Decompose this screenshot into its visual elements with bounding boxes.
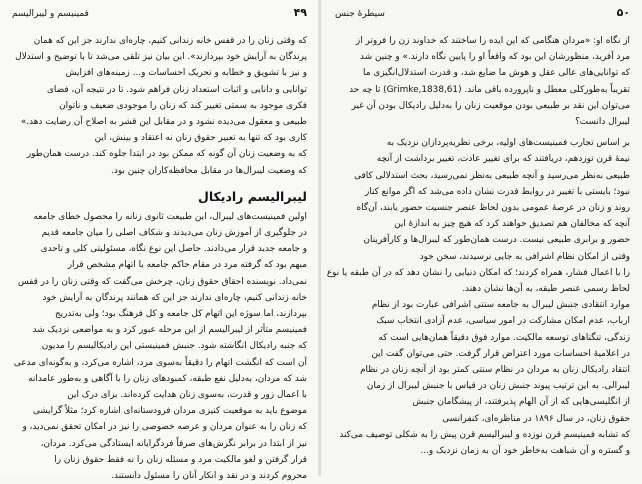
text-line: بر اساس تجارب فمینیست‌های اولیه، برخی نظریه‌پردازان نزدیک به bbox=[386, 138, 630, 149]
text-line: و جامعه جدید قرار می‌دادند. حاصل این نوع نگاه، مسئولیتی کلی و تاحدی bbox=[40, 244, 307, 255]
text-line: آن است که انگشت اتهام را دقیقاً به‌سوی مرد، اشاره می‌کرد، و به‌گونه‌ای مدعی bbox=[13, 357, 307, 368]
text-line: نبود؛ بایستی با تغییر در روابط قدرت نشان داده می‌شد که اگر موانع کنار bbox=[364, 186, 630, 197]
text-line: را با اعمال فشار، همراه کردند؛ که امکان دنیایی را نشان دهد که در آن طبقه یا نوع bbox=[326, 267, 630, 278]
running-title: سیطرهٔ جنس bbox=[335, 9, 385, 19]
text-line: طبیعی به‌نظر می‌رسید و آنچه طبیعی به‌نظر نمی‌رسید، بحث استدلالی کافی bbox=[354, 170, 630, 181]
text-line: لحاظ رسمی عنصر طبقه، به آن‌ها نشان دهند. bbox=[462, 284, 630, 295]
left-page-header bbox=[12, 6, 307, 21]
right-page-header bbox=[335, 6, 630, 21]
text-line: موارد انتقادی جنبش لیبرال به جامعه سنتی اشرافی عبارت بود از نظام bbox=[371, 300, 630, 311]
text-line: انتقاد رادیکال زنان به مردان در نظام سنتی کمتر بود از آنچه زنان در نظام bbox=[360, 365, 630, 376]
text-line: قرار گرفتن و لغو مالکیت مرد و مسئله زنان را نه فقط حقوق زنان را bbox=[54, 454, 307, 465]
text-line: خانه زندانی کنیم، چاره‌ای ندارند جز این که همانند پرندگان به آرایش خود bbox=[42, 292, 307, 303]
text-line: نیمهٔ قرن نوزدهم، دریافتند که برای تغییر عادت، تغییر برداشت از آنچه bbox=[376, 154, 630, 165]
text-line: که جنبه رادیکال انگاشته شود. جنبش فمینیستی این رادیکالیسم را مدیون bbox=[41, 341, 307, 352]
section-heading: لیبرالیسم رادیکال bbox=[197, 188, 307, 204]
text-line: نمی‌داد. نویسنده احقاق حقوق زنان، چرخش می‌گفت که وقتی زنان را در قفس bbox=[17, 276, 307, 287]
text-line: بپردازند، اما سوژه این اتهام کل جامعه و کل فرهنگ بود؛ ولی به‌تدریج bbox=[54, 309, 307, 320]
text-line: در اعلامیهٔ احساسات مورد اعتراض قرار گرفت. حتی می‌توان گفت این bbox=[371, 348, 630, 359]
text-line: وقتی از امکان نظام اشرافی به جایی نرسیدند، سخن خود bbox=[419, 251, 630, 262]
text-line: نیز از ابتدا در برابر نگرش‌های صرفاً فردگرایانه ایستادگی می‌کرد. مردان، bbox=[40, 438, 307, 449]
text-line: لیبرال دانست؟ bbox=[575, 117, 630, 128]
text-line: اولین فمینیست‌های لیبرال، این طبیعت ثانوی زنانه را محصول خطای جامعه bbox=[33, 211, 307, 222]
text-line: از نگاه او: «مردان هنگامی که این ایده را ساختند که خداوند زن را فروتر از bbox=[355, 36, 630, 46]
text-line: که به وضعیت زنان آن گونه که ممکن بود در ابتدا جلوه کند. درست همان‌طور bbox=[26, 149, 307, 160]
text-line: آنچه که مخالفان هم تصدیق خواهند کرد که هیچ چیز به اندازهٔ این bbox=[394, 219, 630, 230]
text-line: مبهم بود که گرفته مرد در مقام حاکم جامعه با اتهام مشخص قرار bbox=[67, 260, 307, 271]
text-line: زندگی، تنگناهای توسعه مالکیت. موارد فوق دقیقاً همان‌هایی است که bbox=[378, 332, 630, 343]
text-line: محروم کردند و در نقد و انکار آنان را مسئول دانستند. bbox=[111, 471, 307, 482]
text-line: طبیعی و معقول می‌دیده نشود و در مقابل این قشر به اصلاح آن رضایت دهد.» bbox=[20, 117, 307, 128]
text-line: حقوق زنان، در سال ۱۸۹۶ در مناظره‌ای، کنفرانسی bbox=[442, 413, 630, 424]
page-number: ۴۹ bbox=[293, 6, 307, 19]
left-page-body bbox=[12, 33, 307, 484]
text-line: که وقتی زنان را در قفس خانه زندانی کنیم، چاره‌ای ندارند جز این که همان bbox=[33, 36, 307, 46]
text-line: مرد آفرید، منظورشان این بود که واقعاً او را پایین نگاه دارند.» و چنین شد bbox=[360, 52, 630, 63]
left-page bbox=[0, 0, 321, 482]
text-line: کاری بود که تنها به تعبیر حقوق زنان نه اعتقاد و بینش، این bbox=[94, 133, 307, 144]
text-line: فمینیسم متأثر از لیبرالیسم از این مرحله عبور کرد و به مواضعی نزدیک شد bbox=[32, 325, 307, 336]
text-line: شد که مردان، به‌دلیل نفع طبقه، کمبودهای زنان را با آگاهی و به‌طور عامدانه bbox=[28, 373, 307, 384]
text-line: که توانایی‌های عالی عقل و هوش ما ضایع شد، و قدرت استدلال‌انگیزی ما bbox=[363, 68, 630, 79]
text-line: لیبرالی. به این ترتیب پیوند جنبش زنان در قیاس با جنبش لیبرال از زمان bbox=[366, 381, 630, 392]
text-line: می‌توان این نقد بر طبیعی بودن موقعیت زنان را به‌دلیل رادیکال بودن آن غیر bbox=[351, 100, 630, 111]
text-line: از انگلیسی‌هایی که از آن الهام پذیرفتند، از پیشگامان جنبش bbox=[412, 397, 630, 408]
text-line: فکری موجود به سمتی تغییر کند که زنان را موجودی ضعیف و ناتوان bbox=[59, 100, 307, 111]
text-line: موضوع باید به موقعیت کنیزی مردان فرودستانه‌ای اشاره کرد؛ مثلاً گرایشی bbox=[32, 406, 307, 417]
text-line: و گستره و آن شباهت به‌خاطر خود آن به زمان نزدیک و... bbox=[420, 446, 630, 457]
text-line: ارباب، عدم امکان مشارکت در امور سیاسی، عدم آزادی انتخاب سبک bbox=[376, 316, 630, 327]
text-line: با اعمال زور و قدرت، به‌سوی زنان هدایت کرده‌اند. برای درک این bbox=[67, 390, 307, 401]
text-line: پرندگان به آرایش خود بپردازند». این بیان نیز تلقی می‌شد تا با توضیح و استدلال bbox=[15, 52, 307, 63]
text-line: تقریباً به‌طورکلی معطل و ناپرورده باقی ماند. (Grimke,1838,61) تا چه حد bbox=[349, 84, 630, 95]
right-page bbox=[321, 0, 642, 476]
text-line: که تشابه فمینیسم قرن نوزده و لیبرالیسم قرن پیش را به شکلی توصیف می‌کند bbox=[339, 429, 630, 440]
right-page-body bbox=[326, 33, 630, 459]
running-title: فمینیسم و لیبرالیسم bbox=[12, 9, 89, 19]
text-line: در جلوگیری از آموزش زنان می‌دیدند و شکاف اصلی را میان جامعه قدیم bbox=[41, 228, 307, 239]
text-line: توانایی و دانایی و اثبات استعداد زنان فراهم شود. تا در نتیجه آن، فضای bbox=[46, 84, 307, 95]
text-line: که زنان را به عنوان مردان و عرصه خصوصی را نیز در امکان تحقق نمی‌دید، و bbox=[22, 422, 307, 433]
text-line: و نیز با تشویق و خطابه و تحریک احساسات و... زمینه‌های افزایش bbox=[65, 68, 307, 79]
text-line: حضور و برابری طبیعی نیست. درست همان‌طور که لیبرال‌ها و کارآفرینان bbox=[363, 235, 630, 246]
text-line: که وضعیت لیبرال‌ها در مقابل محافظه‌کاران چنین بود. bbox=[111, 165, 307, 176]
page-number: ۵۰ bbox=[616, 6, 630, 19]
text-line: روند و زنان در عرصهٔ عمومی بدون لحاظ عنصر جنسیت حضور یابند، آن‌گاه bbox=[356, 203, 630, 214]
